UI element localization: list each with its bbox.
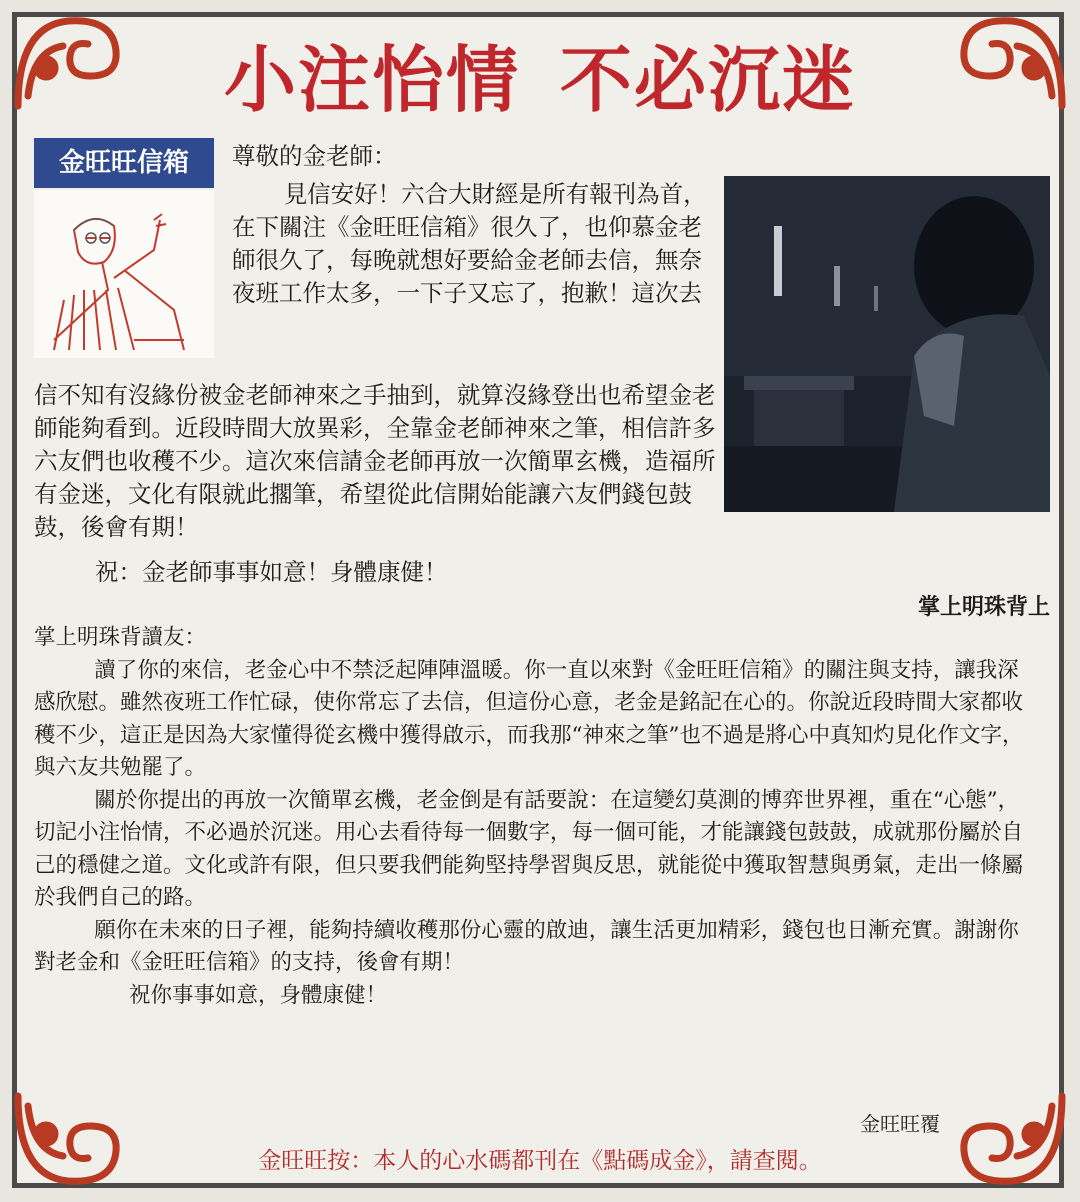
corner-ornament-bottom-left <box>8 1086 128 1196</box>
footer-note: 金旺旺按：本人的心水碼都刊在《點碼成金》，請查閱。 <box>258 1148 822 1174</box>
headline-part-2: 不必沉迷 <box>560 38 857 122</box>
corner-ornament-bottom-right <box>952 1086 1072 1196</box>
reply-paragraph: 關於你提出的再放一次簡單玄機，老金倒是有話要說：在這變幻莫測的博弈世界裡，重在“心態”，切記小注怡情，不必過於沉迷。用心去看待每一個數字，每一個可能，才能讓錢包鼓鼓，成就那份屬於自己的穩健之道。文化或許有限，但只要我們能夠堅持學習與反思，就能從中獲取智慧與勇氣，走出一條屬於我們自己的路。 <box>34 787 1024 910</box>
reply-paragraph: 讀了你的來信，老金心中不禁泛起陣陣溫暖。你一直以來對《金旺旺信箱》的關注與支持，讓我深感欣慰。雖然夜班工作忙碌，使你常忘了去信，但這份心意，老金是銘記在心的。你說近段時間大家都收穫不少，這正是因為大家懂得從玄機中獲得啟示，而我那“神來之筆”也不過是將心中真知灼見化作文字，與六友共勉罷了。 <box>34 657 1024 780</box>
reply-paragraph: 願你在未來的日子裡，能夠持續收穫那份心靈的啟迪，讓生活更加精彩，錢包也日漸充實。謝謝你對老金和《金旺旺信箱》的支持，後會有期！ <box>34 917 1019 975</box>
night-worker-photo <box>724 176 1050 512</box>
headline <box>0 22 1080 126</box>
columnist-cartoon-image <box>34 190 214 358</box>
reader-letter-body-top: 見信安好！六合大財經是所有報刊為首，在下關注《金旺旺信箱》很久了，也仰慕金老師很久了，每晚就想好要給金老師去信，無奈夜班工作太多，一下子又忘了，抱歉！這次去 <box>232 180 707 307</box>
reader-letter-body-bottom: 信不知有沒緣份被金老師神來之手抽到，就算沒緣登出也希望金老師能夠看到。近段時間大放異彩，全靠金老師神來之筆，相信許多六友們也收穫不少。這次來信請金老師再放一次簡單玄機，造福所有金迷，文化有限就此擱筆，希望從此信開始能讓六友們錢包鼓鼓，後會有期！ <box>34 381 716 541</box>
column-badge: 金旺旺信箱 <box>34 138 214 188</box>
reply-letter <box>34 622 1034 1012</box>
headline-part-1: 小注怡情 <box>223 38 520 122</box>
reader-wish: 祝：金老師事事如意！身體康健！ <box>95 558 448 586</box>
reader-signature: 掌上明珠背上 <box>917 594 1050 620</box>
reply-wish: 祝你事事如意，身體康健！ <box>129 982 388 1008</box>
reader-greeting: 尊敬的金老師： <box>232 142 397 170</box>
reply-greeting: 掌上明珠背讀友： <box>34 625 207 650</box>
reply-signature: 金旺旺覆 <box>860 1112 940 1136</box>
